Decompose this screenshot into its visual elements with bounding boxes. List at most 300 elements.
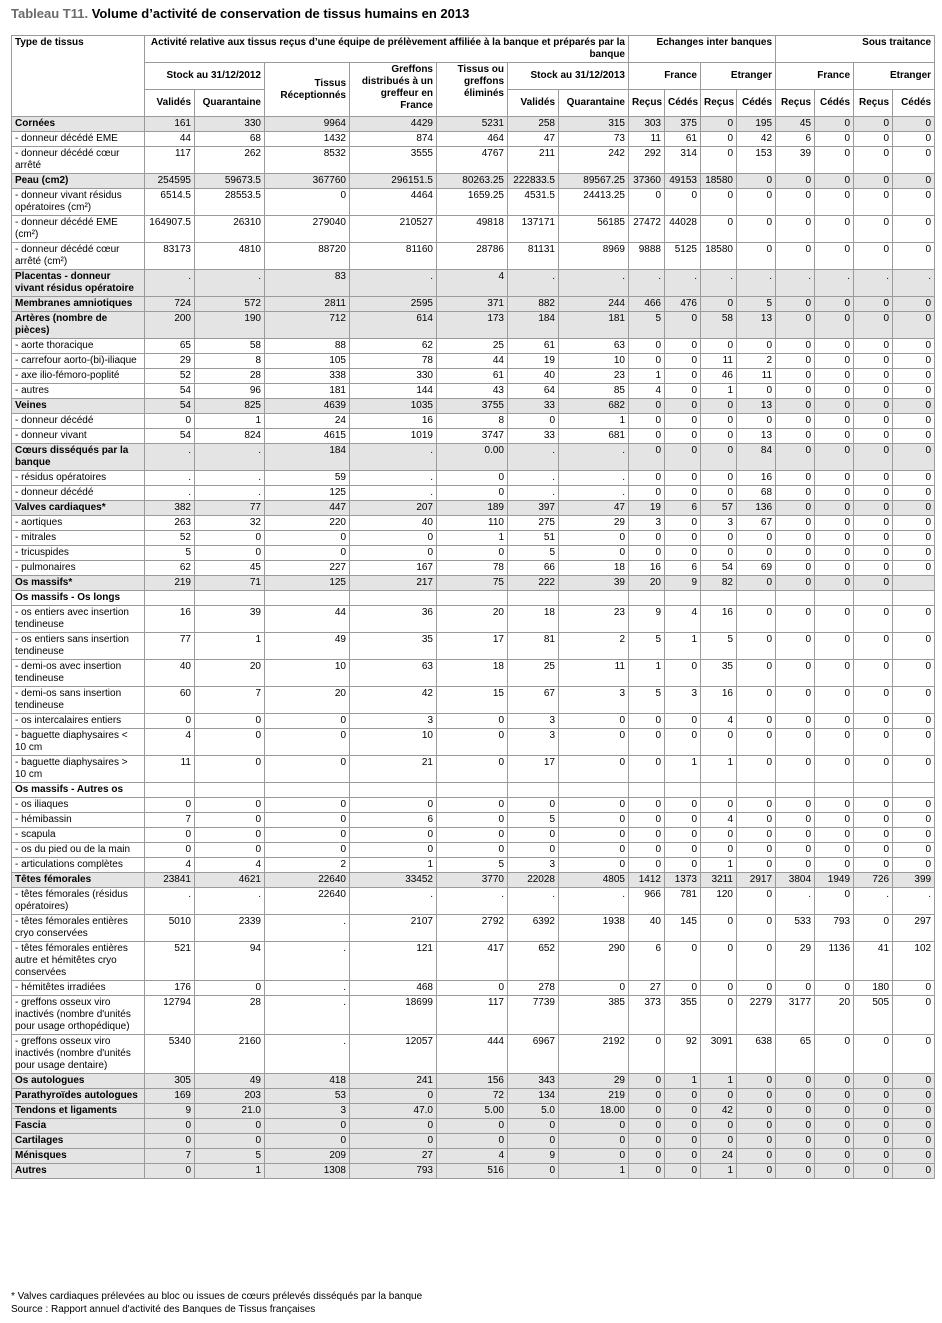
table-cell: 4 [701, 813, 737, 828]
table-cell: 0 [815, 189, 854, 216]
table-cell: 0 [737, 858, 776, 873]
table-cell: 0 [815, 606, 854, 633]
table-cell: 0 [893, 546, 935, 561]
row-label: - baguette diaphysaires < 10 cm [12, 729, 145, 756]
table-cell: 12057 [350, 1035, 437, 1074]
header-st-france: France [776, 63, 854, 90]
table-cell: 0 [776, 576, 815, 591]
table-cell: 0 [265, 798, 350, 813]
table-cell: 0 [854, 147, 893, 174]
table-cell: 47.0 [350, 1104, 437, 1119]
table-cell: 0 [559, 1119, 629, 1134]
table-cell: 0 [629, 531, 665, 546]
table-cell: 726 [854, 873, 893, 888]
table-cell: 0 [701, 216, 737, 243]
table-cell: 521 [145, 942, 195, 981]
table-cell: 242 [559, 147, 629, 174]
table-cell: 184 [508, 312, 559, 339]
table-cell: 0 [815, 888, 854, 915]
table-cell: 0 [559, 546, 629, 561]
table-cell: 46 [701, 369, 737, 384]
table-cell: 83 [265, 270, 350, 297]
table-cell: 1412 [629, 873, 665, 888]
table-cell: 0 [776, 660, 815, 687]
row-label: - têtes fémorales entières cryo conservées [12, 915, 145, 942]
table-cell: 53 [265, 1089, 350, 1104]
table-cell: 52 [145, 531, 195, 546]
table-cell: 0 [854, 429, 893, 444]
table-cell: . [195, 471, 265, 486]
table-cell: 0 [629, 399, 665, 414]
header-quarantaine-2013: Quarantaine [559, 90, 629, 117]
table-cell: 10 [265, 660, 350, 687]
table-cell: 0 [854, 576, 893, 591]
table-cell: 0 [265, 546, 350, 561]
table-row [12, 633, 935, 660]
table-cell: 6967 [508, 1035, 559, 1074]
table-cell: 0 [893, 1149, 935, 1164]
table-cell: 137171 [508, 216, 559, 243]
table-cell: 44028 [665, 216, 701, 243]
table-cell: 3177 [776, 996, 815, 1035]
table-cell: 0 [701, 147, 737, 174]
table-cell: 0 [629, 429, 665, 444]
table-row [12, 339, 935, 354]
table-cell: 24413.25 [559, 189, 629, 216]
table-row [12, 1035, 935, 1074]
table-cell: 0 [893, 1134, 935, 1149]
table-cell: . [508, 270, 559, 297]
table-cell: 4805 [559, 873, 629, 888]
table-cell: 0 [437, 486, 508, 501]
table-cell: 7 [195, 687, 265, 714]
table-cell: 12794 [145, 996, 195, 1035]
table-cell: 22028 [508, 873, 559, 888]
table-cell [437, 591, 508, 606]
table-cell: 220 [265, 516, 350, 531]
table-row [12, 312, 935, 339]
table-cell: 0 [629, 1035, 665, 1074]
header-echanges-france: France [629, 63, 701, 90]
table-cell: 19 [508, 354, 559, 369]
row-label: Artères (nombre de pièces) [12, 312, 145, 339]
table-cell: 0 [893, 444, 935, 471]
table-cell: 0 [893, 828, 935, 843]
row-label: Parathyroïdes autologues [12, 1089, 145, 1104]
table-cell: 0 [665, 354, 701, 369]
table-cell: 0 [665, 414, 701, 429]
table-cell: 373 [629, 996, 665, 1035]
table-cell: 0 [559, 858, 629, 873]
table-cell: 0 [437, 756, 508, 783]
table-cell: . [265, 996, 350, 1035]
table-cell: 78 [437, 561, 508, 576]
table-cell: 0 [854, 414, 893, 429]
table-cell: 41 [854, 942, 893, 981]
table-cell: 0 [815, 384, 854, 399]
table-cell: 0 [776, 1164, 815, 1179]
table-cell: 0 [508, 1119, 559, 1134]
table-cell: 0 [776, 399, 815, 414]
table-cell [145, 591, 195, 606]
table-cell: 0 [776, 189, 815, 216]
table-cell: 367760 [265, 174, 350, 189]
table-row [12, 486, 935, 501]
table-row [12, 444, 935, 471]
row-label: - mitrales [12, 531, 145, 546]
table-cell: 4621 [195, 873, 265, 888]
header-echanges-etranger: Etranger [701, 63, 776, 90]
table-cell: . [665, 270, 701, 297]
table-cell: 9 [508, 1149, 559, 1164]
table-row [12, 147, 935, 174]
table-cell: 19 [629, 501, 665, 516]
table-cell: 0 [265, 1119, 350, 1134]
table-cell: 0 [737, 606, 776, 633]
table-cell: 190 [195, 312, 265, 339]
table-cell: 9964 [265, 117, 350, 132]
table-cell: 0 [737, 981, 776, 996]
table-cell: 0 [776, 429, 815, 444]
table-cell: 222833.5 [508, 174, 559, 189]
table-cell: 85 [559, 384, 629, 399]
table-cell: 18.00 [559, 1104, 629, 1119]
table-cell: 83173 [145, 243, 195, 270]
table-row [12, 1074, 935, 1089]
table-cell: 49153 [665, 174, 701, 189]
table-cell [508, 591, 559, 606]
table-cell: 210527 [350, 216, 437, 243]
table-cell: 0 [815, 429, 854, 444]
table-cell: 66 [508, 561, 559, 576]
table-cell: 9 [145, 1104, 195, 1119]
table-cell: 54 [145, 429, 195, 444]
table-cell: 0 [629, 756, 665, 783]
table-cell: 0 [815, 561, 854, 576]
table-cell: 49 [195, 1074, 265, 1089]
table-cell: 724 [145, 297, 195, 312]
table-cell: 209 [265, 1149, 350, 1164]
table-cell: 0 [776, 858, 815, 873]
table-cell: 0 [737, 915, 776, 942]
table-cell: 0 [737, 546, 776, 561]
row-label: Cœurs disséqués par la banque [12, 444, 145, 471]
table-cell [437, 783, 508, 798]
table-cell: 1373 [665, 873, 701, 888]
table-cell: 0 [776, 471, 815, 486]
table-cell: . [437, 888, 508, 915]
table-cell: 4 [701, 714, 737, 729]
table-cell: 54 [145, 384, 195, 399]
table-row [12, 1164, 935, 1179]
table-cell: 0 [145, 1134, 195, 1149]
table-cell [893, 591, 935, 606]
table-cell: 0 [195, 981, 265, 996]
table-cell: 0 [737, 243, 776, 270]
table-cell: 0 [701, 1134, 737, 1149]
table-cell: 0 [437, 471, 508, 486]
row-label: - donneur décédé [12, 486, 145, 501]
table-row [12, 1119, 935, 1134]
table-cell: 0 [854, 369, 893, 384]
table-cell: 303 [629, 117, 665, 132]
table-cell: 0 [265, 729, 350, 756]
table-cell: 144 [350, 384, 437, 399]
table-cell: 258 [508, 117, 559, 132]
table-cell: 117 [437, 996, 508, 1035]
table-cell [665, 783, 701, 798]
table-cell: 1432 [265, 132, 350, 147]
table-cell: 0 [776, 501, 815, 516]
table-cell: 0 [893, 471, 935, 486]
table-cell [665, 591, 701, 606]
table-cell: 0 [893, 132, 935, 147]
table-cell [350, 591, 437, 606]
table-cell: 0 [350, 531, 437, 546]
table-cell: 54 [701, 561, 737, 576]
table-cell: 25 [437, 339, 508, 354]
row-label: - articulations complètes [12, 858, 145, 873]
table-cell: 0 [508, 843, 559, 858]
table-cell: 16 [145, 606, 195, 633]
table-cell: 0 [854, 546, 893, 561]
table-cell: 0 [776, 384, 815, 399]
table-cell: 0 [665, 384, 701, 399]
table-cell: 0 [665, 312, 701, 339]
table-cell: 2811 [265, 297, 350, 312]
table-cell: 27 [629, 981, 665, 996]
table-cell: 0 [265, 813, 350, 828]
table-cell: . [508, 471, 559, 486]
table-cell: 0 [815, 369, 854, 384]
row-label: - donneur vivant résidus opératoires (cm²) [12, 189, 145, 216]
table-cell: 0 [350, 546, 437, 561]
table-cell: 180 [854, 981, 893, 996]
table-cell: 0 [737, 813, 776, 828]
table-cell: 0 [145, 828, 195, 843]
table-cell: 290 [559, 942, 629, 981]
row-label: Os massifs* [12, 576, 145, 591]
table-cell: 882 [508, 297, 559, 312]
row-label: - donneur vivant [12, 429, 145, 444]
table-cell: 0 [854, 1104, 893, 1119]
table-cell: 0 [737, 1149, 776, 1164]
row-label: Membranes amniotiques [12, 297, 145, 312]
table-cell: 5 [737, 297, 776, 312]
table-cell: 0 [737, 174, 776, 189]
table-cell: 315 [559, 117, 629, 132]
table-cell: 0 [629, 1074, 665, 1089]
table-cell: 343 [508, 1074, 559, 1089]
table-cell: 0 [854, 243, 893, 270]
table-cell: 418 [265, 1074, 350, 1089]
table-cell: 0 [195, 843, 265, 858]
table-cell: 468 [350, 981, 437, 996]
table-cell: 0 [265, 843, 350, 858]
table-cell: 10 [350, 729, 437, 756]
row-label: Ménisques [12, 1149, 145, 1164]
table-cell: 0.00 [437, 444, 508, 471]
table-cell: 1035 [350, 399, 437, 414]
table-cell: . [350, 471, 437, 486]
table-row [12, 471, 935, 486]
table-cell: 0 [854, 756, 893, 783]
table-cell: 0 [893, 1074, 935, 1089]
table-cell: 0 [437, 714, 508, 729]
table-cell: 0 [776, 546, 815, 561]
header-greffons-distribues: Greffons distribués à un greffeur en France [350, 63, 437, 117]
table-cell: 1 [437, 531, 508, 546]
header-stock-2013: Stock au 31/12/2013 [508, 63, 629, 90]
table-row [12, 996, 935, 1035]
table-cell: 3755 [437, 399, 508, 414]
table-row [12, 828, 935, 843]
table-cell: 3211 [701, 873, 737, 888]
table-cell [776, 591, 815, 606]
table-cell: . [145, 471, 195, 486]
table-cell: 0 [815, 981, 854, 996]
table-cell: 371 [437, 297, 508, 312]
table-cell: 0 [195, 1119, 265, 1134]
table-cell: 0 [776, 216, 815, 243]
table-cell: 173 [437, 312, 508, 339]
table-cell: 0 [265, 756, 350, 783]
table-cell: 0 [893, 486, 935, 501]
table-cell: 0 [815, 729, 854, 756]
activity-table [11, 35, 935, 1179]
table-cell: 793 [815, 915, 854, 942]
table-cell: 0 [854, 312, 893, 339]
table-cell: 0 [854, 843, 893, 858]
table-cell: 62 [350, 339, 437, 354]
table-cell: 28 [195, 369, 265, 384]
table-row [12, 117, 935, 132]
table-cell: 0 [776, 561, 815, 576]
table-cell: 0 [737, 1104, 776, 1119]
row-label: Peau (cm2) [12, 174, 145, 189]
table-cell: . [559, 486, 629, 501]
table-cell: 18 [559, 561, 629, 576]
table-cell: 0 [737, 384, 776, 399]
table-cell: 21 [350, 756, 437, 783]
table-cell: 67 [737, 516, 776, 531]
table-cell: 505 [854, 996, 893, 1035]
table-cell: 0 [629, 798, 665, 813]
table-cell: 164907.5 [145, 216, 195, 243]
table-cell: 0 [350, 798, 437, 813]
table-cell: 0 [265, 714, 350, 729]
table-cell: . [195, 444, 265, 471]
table-cell: 0 [815, 633, 854, 660]
table-cell: 0 [776, 1134, 815, 1149]
table-cell: 0 [350, 828, 437, 843]
table-cell: 5.00 [437, 1104, 508, 1119]
table-cell: 0 [854, 798, 893, 813]
table-cell: 2 [559, 633, 629, 660]
table-cell: 3 [701, 516, 737, 531]
table-cell: 0 [629, 828, 665, 843]
header-tissus-elimines: Tissus ou greffons éliminés [437, 63, 508, 117]
table-cell: 0 [737, 828, 776, 843]
table-cell: 42 [737, 132, 776, 147]
table-cell [854, 783, 893, 798]
table-cell: 0 [701, 798, 737, 813]
header-sous-traitance: Sous traitance [776, 36, 935, 63]
table-cell [559, 783, 629, 798]
table-cell: 0 [145, 1164, 195, 1179]
table-body [12, 117, 935, 1179]
table-cell: 6 [350, 813, 437, 828]
table-cell: 1 [701, 1164, 737, 1179]
table-cell: 0 [508, 1134, 559, 1149]
header-activite: Activité relative aux tissus reçus d’une équipe de prélèvement affiliée à la banque et préparés par la banque [145, 36, 629, 63]
table-cell: 397 [508, 501, 559, 516]
table-cell: . [350, 444, 437, 471]
table-cell [265, 783, 350, 798]
table-cell: 0 [893, 414, 935, 429]
table-cell: 11 [559, 660, 629, 687]
table-row [12, 1089, 935, 1104]
table-cell: 0 [815, 243, 854, 270]
table-cell: 44 [437, 354, 508, 369]
table-cell: 0 [195, 531, 265, 546]
table-cell: 0 [559, 981, 629, 996]
table-cell: 0 [893, 339, 935, 354]
table-cell: 0 [893, 354, 935, 369]
table-cell: 0 [893, 606, 935, 633]
table-cell: 117 [145, 147, 195, 174]
table-cell: 20 [265, 687, 350, 714]
table-cell: 5 [701, 633, 737, 660]
table-cell: 5 [629, 687, 665, 714]
table-cell: 0 [776, 174, 815, 189]
table-cell: 0 [776, 828, 815, 843]
table-cell: 18580 [701, 243, 737, 270]
table-cell: 29 [776, 942, 815, 981]
table-cell: 0 [437, 843, 508, 858]
table-cell: 1659.25 [437, 189, 508, 216]
table-cell: 0 [776, 981, 815, 996]
table-cell: 0 [559, 729, 629, 756]
table-row [12, 414, 935, 429]
header-st-etranger: Etranger [854, 63, 935, 90]
table-cell: 330 [350, 369, 437, 384]
table-cell: 0 [815, 1104, 854, 1119]
row-label: Placentas - donneur vivant résidus opératoire [12, 270, 145, 297]
table-cell: 207 [350, 501, 437, 516]
table-cell: 6 [776, 132, 815, 147]
table-cell: 0 [854, 216, 893, 243]
table-cell: 29 [145, 354, 195, 369]
table-cell: 78 [350, 354, 437, 369]
table-cell: 0 [665, 1134, 701, 1149]
table-cell: 89567.25 [559, 174, 629, 189]
table-cell: 0 [508, 798, 559, 813]
table-cell: 5 [508, 546, 559, 561]
table-cell: 0 [145, 798, 195, 813]
table-cell: 39 [559, 576, 629, 591]
table-cell: 68 [195, 132, 265, 147]
table-cell: 0 [665, 714, 701, 729]
table-cell: 0 [854, 828, 893, 843]
table-cell: 0 [854, 117, 893, 132]
table-cell: 0 [665, 546, 701, 561]
table-cell: 0 [737, 576, 776, 591]
table-cell: 9888 [629, 243, 665, 270]
table-cell [737, 591, 776, 606]
table-cell: 297 [893, 915, 935, 942]
table-cell: 0 [893, 561, 935, 576]
